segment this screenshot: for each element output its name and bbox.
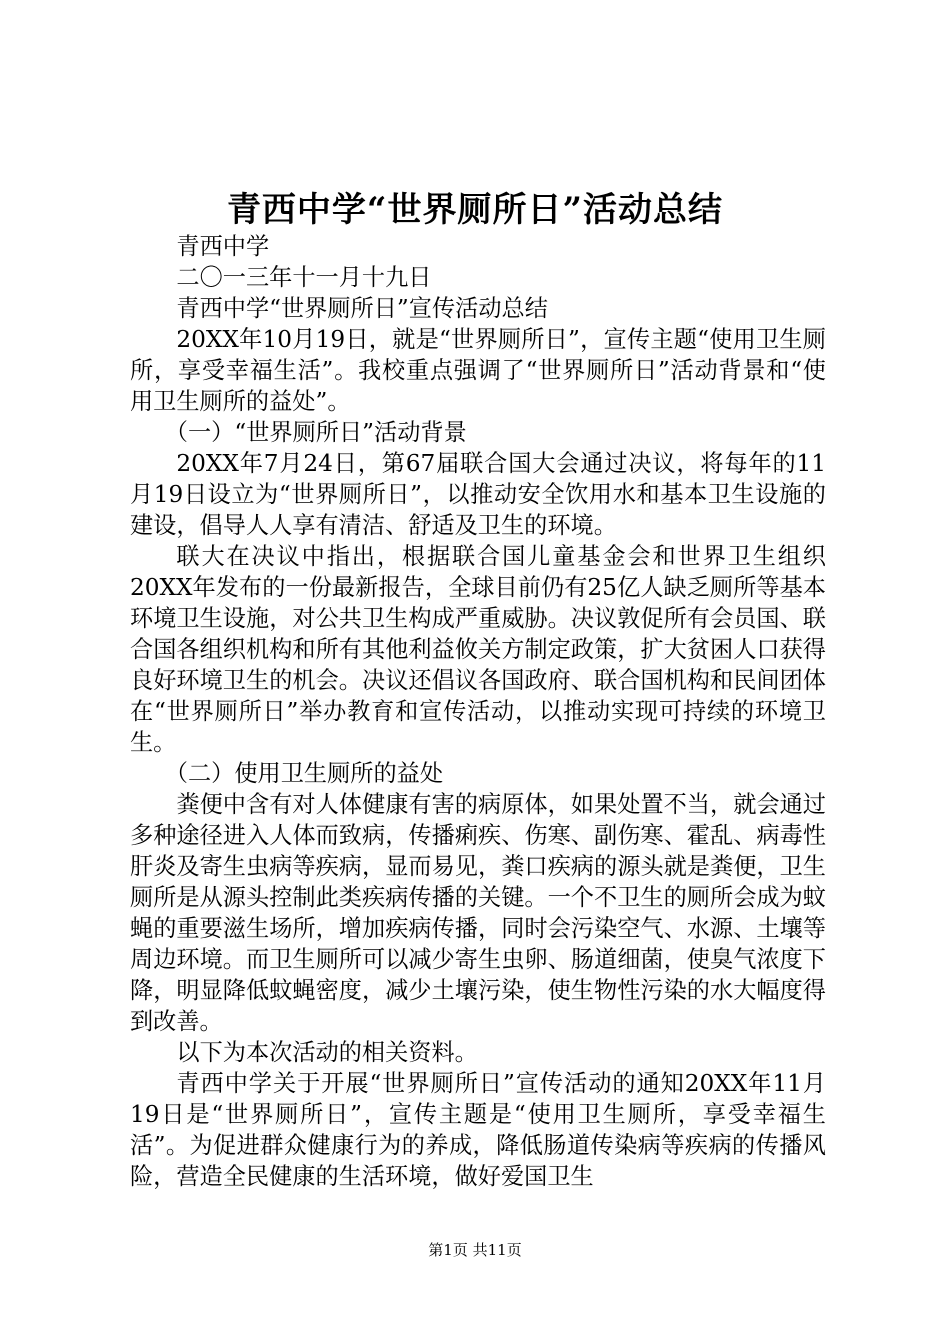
paragraph-date: 二〇一三年十一月十九日 [176, 264, 432, 291]
paragraph-background-1: 20XX年7月24日，第67届联合国大会通过决议，将每年的11月19日设立为“世界厕所日”，以推动安全饮用水和基本卫生设施的建设，倡导人人享有清洁、舒适及卫生的环境。 [130, 450, 826, 539]
paragraph-subtitle: 青西中学“世界厕所日”宣传活动总结 [176, 295, 548, 322]
page-number-footer: 第1页 共11页 [428, 1241, 522, 1259]
section-heading-benefits: （二）使用卫生厕所的益处 [164, 760, 444, 787]
paragraph-school-name: 青西中学 [176, 233, 270, 260]
paragraph-benefits: 粪便中含有对人体健康有害的病原体，如果处置不当，就会通过多种途径进入人体而致病，传播痢疾、伤寒、副伤寒、霍乱、病毒性肝炎及寄生虫病等疾病，显而易见，粪口疾病的源头就是粪便，卫生厕所是从源头控制此类疾病传播的关键。一个不卫生的厕所会成为蚊蝇的重要滋生场所，增加疾病传播，同时会污染空气、水源、土壤等周边环境。而卫生厕所可以减少寄生虫卵、肠道细菌，使臭气浓度下降，明显降低蚊蝇密度，减少土壤污染，使生物性污染的水大幅度得到改善。 [130, 791, 826, 1035]
paragraph-intro: 20XX年10月19日，就是“世界厕所日”，宣传主题“使用卫生厕所，享受幸福生活”。我校重点强调了“世界厕所日”活动背景和“使用卫生厕所的益处”。 [130, 326, 826, 415]
section-heading-background: （一）“世界厕所日”活动背景 [164, 419, 467, 446]
document-title: 青西中学“世界厕所日”活动总结 [226, 190, 724, 230]
document-body [130, 231, 826, 1192]
paragraph-notice: 青西中学关于开展“世界厕所日”宣传活动的通知20XX年11月19日是“世界厕所日”，宣传主题是“使用卫生厕所，享受幸福生活”。为促进群众健康行为的养成，降低肠道传染病等疾病的传播风险，营造全民健康的生活环境，做好爱国卫生 [130, 1070, 826, 1190]
paragraph-background-2: 联大在决议中指出，根据联合国儿童基金会和世界卫生组织20XX年发布的一份最新报告，全球目前仍有25亿人缺乏厕所等基本环境卫生设施，对公共卫生构成严重威胁。决议敦促所有会员国、联合国各组织机构和所有其他利益攸关方制定政策，扩大贫困人口获得良好环境卫生的机会。决议还倡议各国政府、联合国机构和民间团体在“世界厕所日”举办教育和宣传活动，以推动实现可持续的环境卫生。 [130, 543, 826, 756]
paragraph-materials-intro: 以下为本次活动的相关资料。 [176, 1039, 478, 1066]
